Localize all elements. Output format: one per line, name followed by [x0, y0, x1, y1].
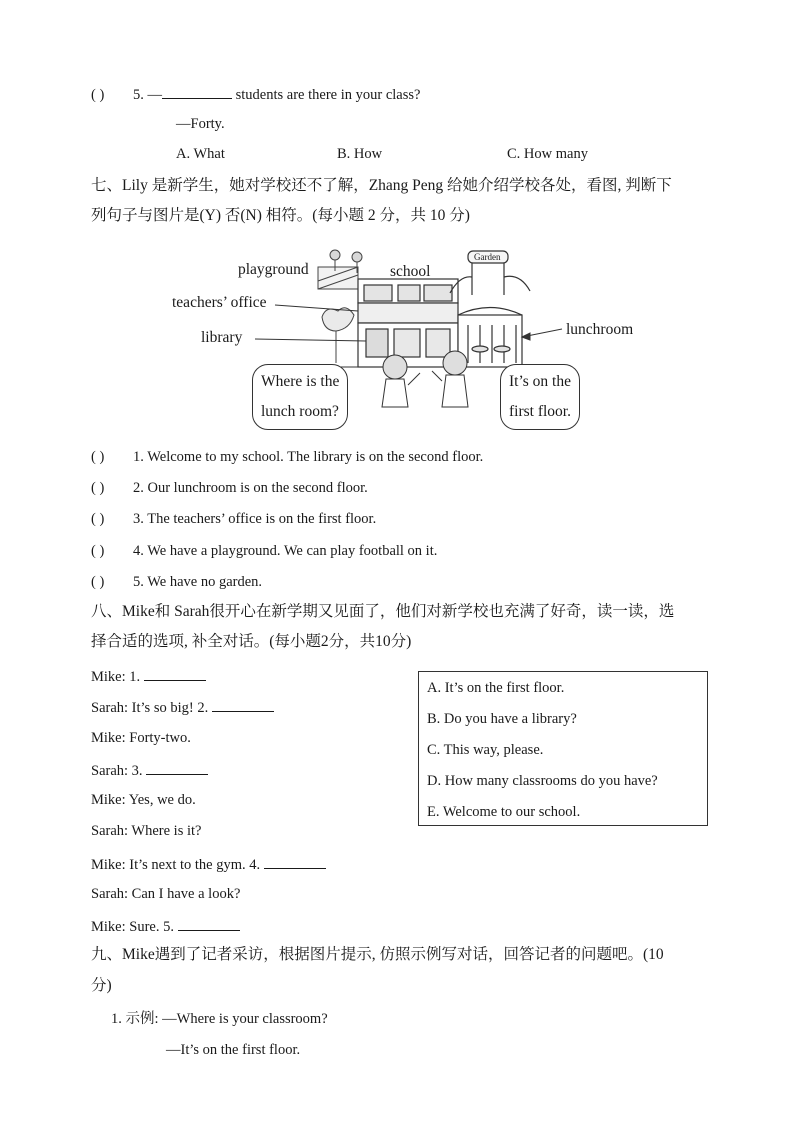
option-a: A. It’s on the first floor.: [427, 680, 565, 696]
s7-item-2: [91, 479, 368, 497]
bubble-right-line1: It’s on the: [509, 373, 571, 390]
dialogue-line-4: [91, 760, 208, 780]
dialogue-line-8: [91, 885, 240, 903]
dialogue-text: Mike: 1.: [91, 669, 141, 685]
speech-bubble-right: [500, 364, 580, 430]
label-garden: Garden: [474, 252, 501, 262]
s9-heading-line1: 九、Mike遇到了记者采访，根据图片提示, 仿照示例写对话，回答记者的问题吧。(10: [91, 946, 664, 963]
dialogue-text: Mike: It’s next to the gym. 4.: [91, 857, 261, 873]
answer-paren[interactable]: ( ): [91, 87, 105, 103]
label-school: school: [390, 263, 431, 280]
answer-blank[interactable]: [264, 854, 326, 869]
s7-item-1-text: 1. Welcome to my school. The library is on the second floor.: [133, 449, 484, 465]
dialogue-line-7: [91, 854, 326, 874]
dialogue-text: Sarah: Where is it?: [91, 823, 202, 839]
dialogue-line-6: [91, 822, 201, 840]
s7-item-4: [91, 542, 437, 560]
answer-blank[interactable]: [144, 666, 206, 681]
answer-paren[interactable]: ( ): [91, 511, 105, 527]
s8-heading-line1: 八、Mike和 Sarah很开心在新学期又见面了，他们对新学校也充满了好奇，读一读，选: [91, 603, 675, 620]
dialogue-line-1: [91, 666, 206, 686]
answer-paren[interactable]: ( ): [91, 574, 105, 590]
s7-item-4-text: 4. We have a playground. We can play football on it.: [133, 543, 438, 559]
s7-heading-line1: 七、Lily 是新学生，她对学校还不了解，Zhang Peng 给她介绍学校各处，看图, 判断下: [91, 177, 672, 194]
dialogue-text: Sarah: 3.: [91, 763, 143, 779]
answer-blank[interactable]: [146, 760, 208, 775]
dialogue-text: Mike: Forty-two.: [91, 730, 191, 746]
s7-item-3: [91, 510, 376, 528]
option-c: C. This way, please.: [427, 742, 544, 758]
s7-heading-line2: 列句子与图片是(Y) 否(N) 相符。(每小题 2 分，共 10 分): [91, 207, 470, 224]
bubble-left-line2: lunch room?: [261, 403, 339, 420]
s7-item-5: [91, 573, 262, 591]
answer-paren[interactable]: ( ): [91, 449, 105, 465]
answer-paren[interactable]: ( ): [91, 543, 105, 559]
answer-blank[interactable]: [178, 916, 240, 931]
dialogue-text: Sarah: It’s so big! 2.: [91, 700, 209, 716]
bubble-right-line2: first floor.: [509, 403, 571, 420]
dialogue-line-9: [91, 916, 240, 936]
school-picture: [150, 245, 650, 435]
s6-q5-option-b: B. How: [337, 146, 383, 162]
option-d: D. How many classrooms do you have?: [427, 773, 658, 789]
label-lunchroom: lunchroom: [566, 321, 634, 338]
answer-blank[interactable]: [212, 697, 274, 712]
answer-blank[interactable]: [162, 84, 232, 99]
s6-q5-option-a: A. What: [176, 146, 225, 162]
speech-bubble-left: [252, 364, 348, 430]
s7-item-1: [91, 448, 483, 466]
dialogue-text: Sarah: Can I have a look?: [91, 886, 241, 902]
dialogue-text: Mike: Sure. 5.: [91, 919, 174, 935]
label-playground: playground: [238, 261, 309, 278]
option-b: B. Do you have a library?: [427, 711, 577, 727]
s9-heading-line2: 分): [91, 977, 112, 994]
s8-heading-line2: 择合适的选项, 补全对话。(每小题2分，共10分): [91, 633, 412, 650]
s6-q5-option-c: C. How many: [507, 146, 588, 162]
label-library: library: [201, 329, 243, 346]
s6-q5-reply: —Forty.: [176, 116, 225, 132]
answer-paren[interactable]: ( ): [91, 480, 105, 496]
s6-q5-suffix: students are there in your class?: [235, 87, 421, 103]
s6-q5-prefix: 5. —: [133, 87, 162, 103]
s9-example-question: 1. 示例: —Where is your classroom?: [111, 1011, 328, 1027]
dialogue-text: Mike: Yes, we do.: [91, 792, 196, 808]
s7-item-2-text: 2. Our lunchroom is on the second floor.: [133, 480, 368, 496]
options-box: [418, 671, 708, 826]
dialogue-line-2: [91, 697, 274, 717]
option-e: E. Welcome to our school.: [427, 804, 581, 820]
s7-item-5-text: 5. We have no garden.: [133, 574, 263, 590]
dialogue-line-3: [91, 729, 191, 747]
bubble-left-line1: Where is the: [261, 373, 340, 390]
label-teachers-office: teachers’ office: [172, 294, 267, 311]
s6-q5-line: [91, 84, 420, 104]
s7-item-3-text: 3. The teachers’ office is on the first floor.: [133, 511, 377, 527]
dialogue-line-5: [91, 791, 196, 809]
s9-example-answer: —It’s on the first floor.: [166, 1042, 301, 1058]
